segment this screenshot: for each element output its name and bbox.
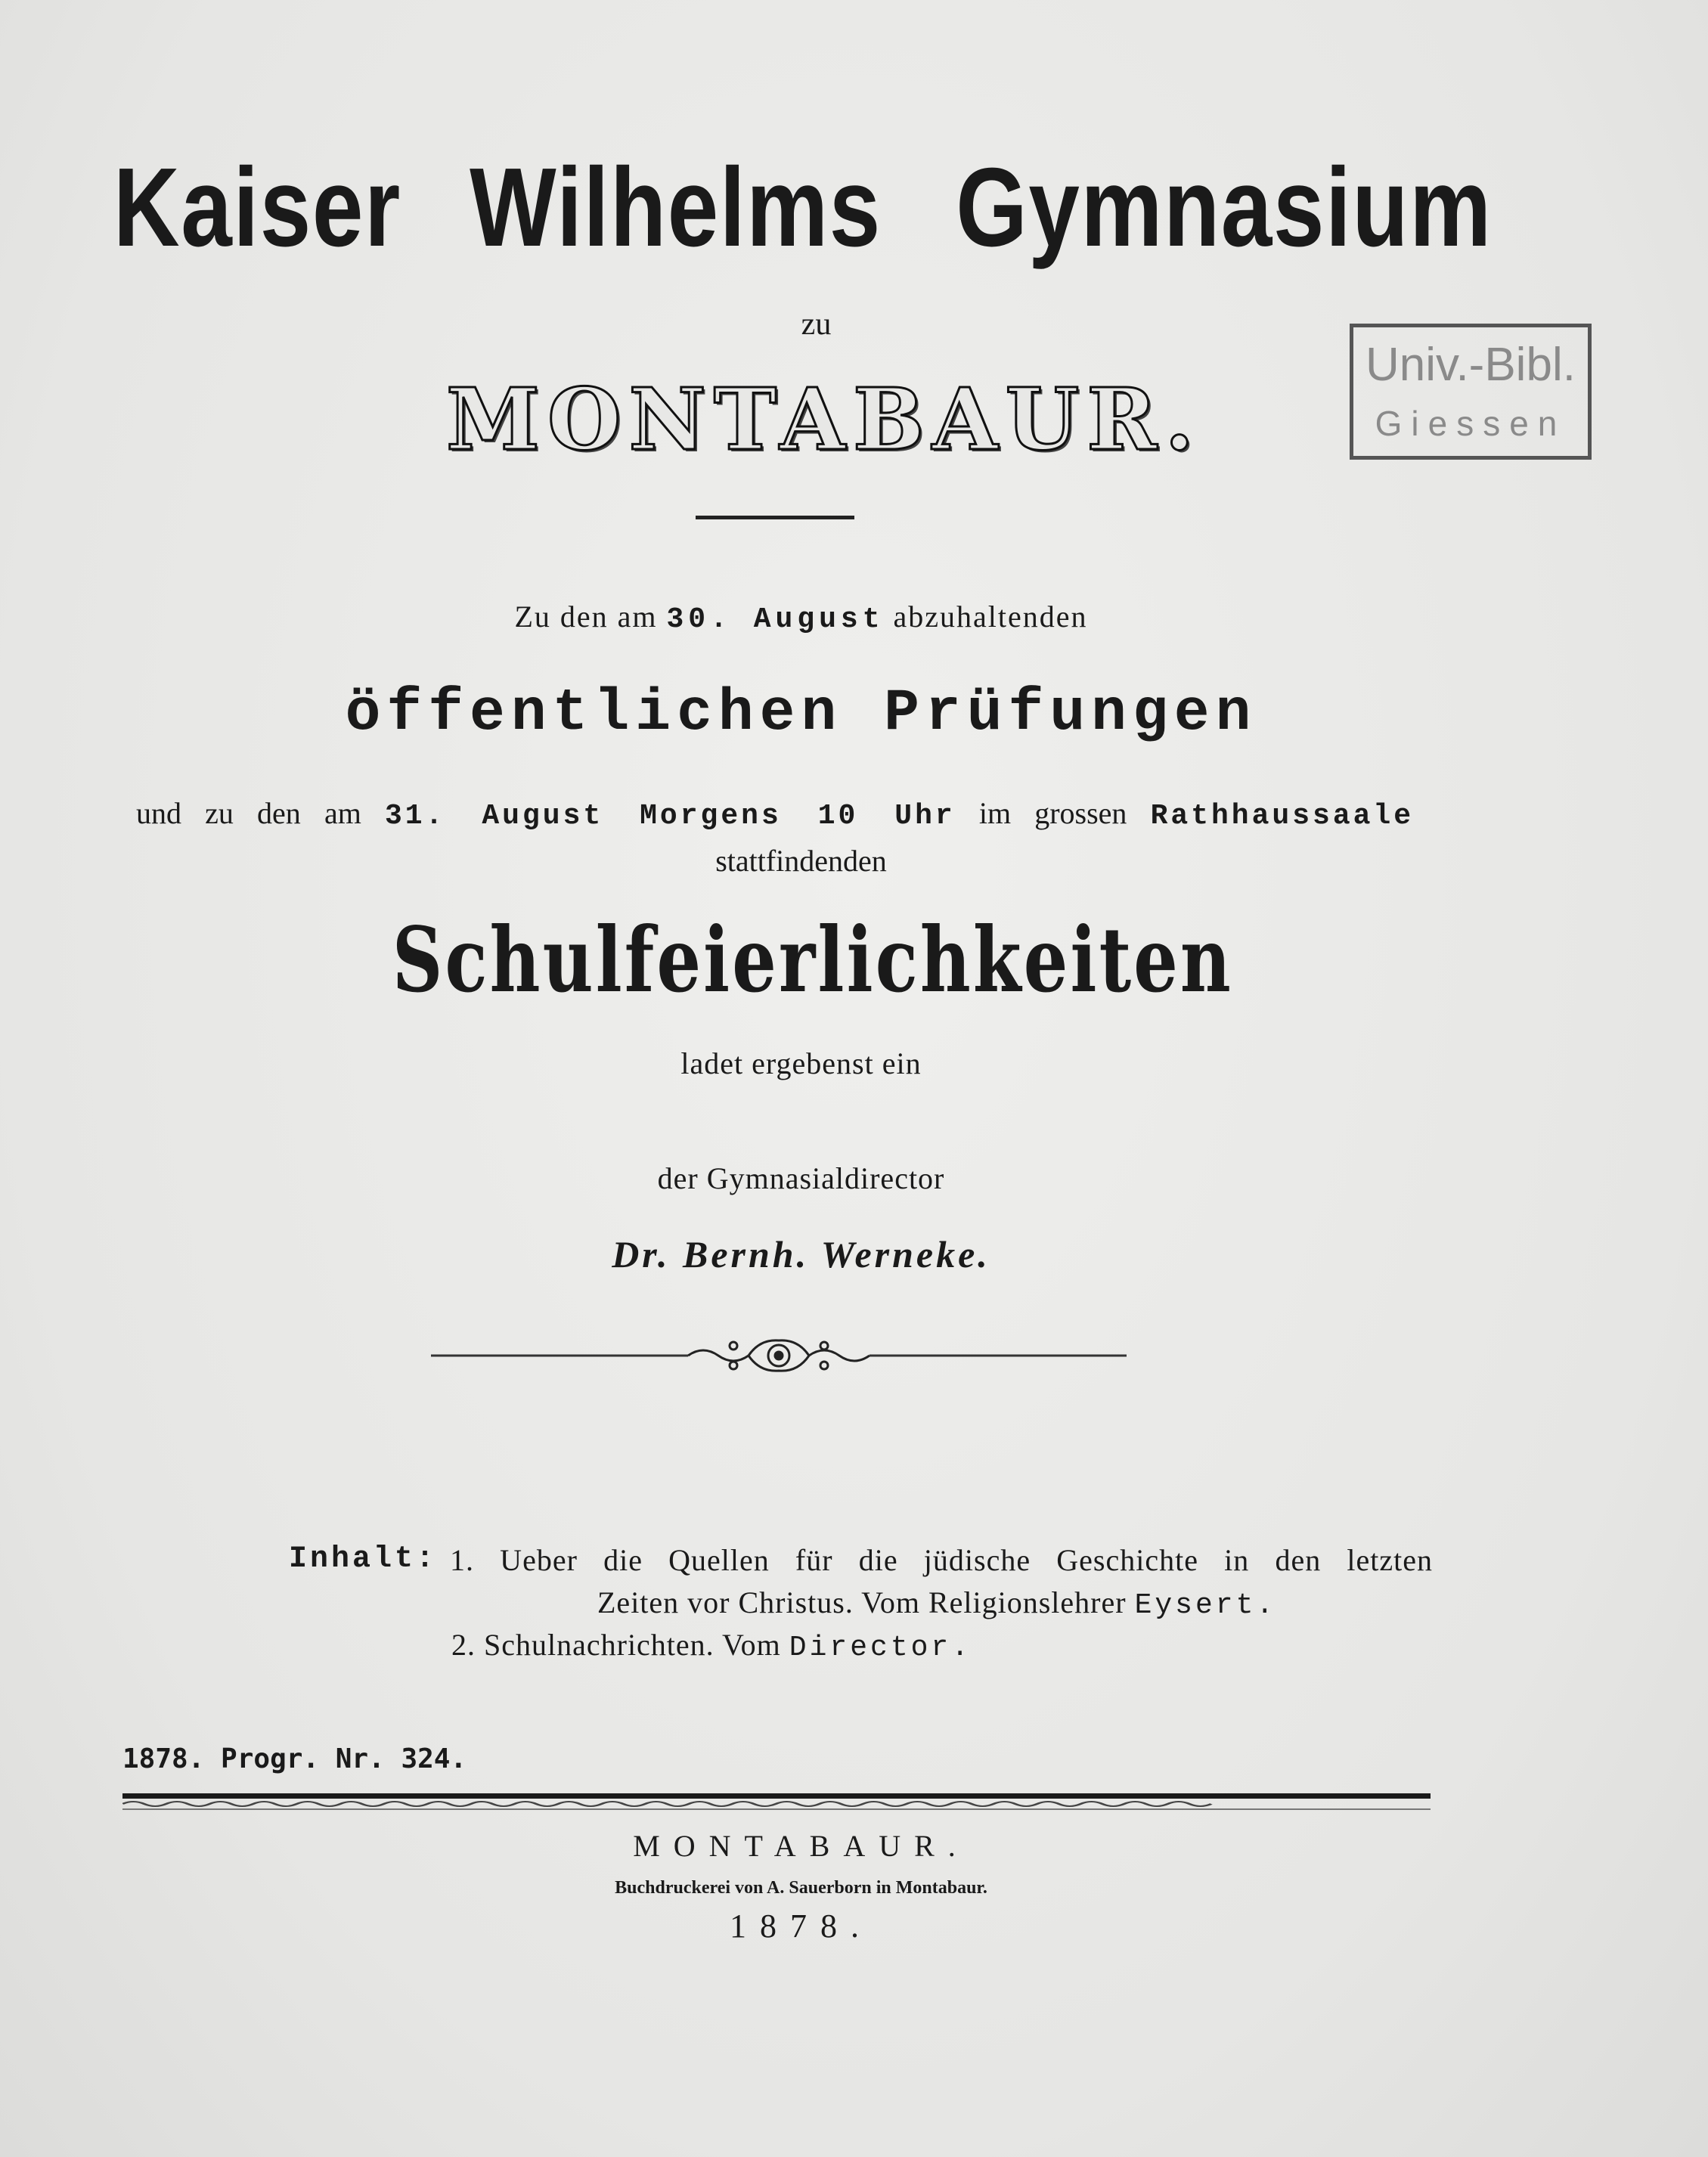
- invitation-line-2: [136, 795, 1414, 832]
- short-divider: [696, 516, 854, 519]
- line1-post: abzuhaltenden: [893, 600, 1088, 634]
- invitation-line-3: stattfindenden: [715, 844, 887, 878]
- line1-pre: Zu den am: [514, 600, 658, 634]
- exams-heading: öffentlichen Prüfungen: [345, 680, 1257, 747]
- festivities-heading: Schulfeierlichkeiten: [392, 907, 1233, 1012]
- imprint-year: 1878.: [730, 1908, 873, 1945]
- program-number: 1878. Progr. Nr. 324.: [122, 1743, 467, 1774]
- ceremony-date: 31. August Morgens 10 Uhr: [384, 800, 956, 832]
- exam-date: 30. August: [666, 603, 885, 636]
- imprint-city: MONTABAUR.: [633, 1829, 969, 1863]
- invitation-line-1: [0, 599, 1708, 636]
- library-stamp: [1350, 324, 1592, 460]
- line2-mid: im grossen: [978, 796, 1127, 830]
- stamp-line-1: Univ.-Bibl.: [1365, 339, 1576, 391]
- stamp-line-2: Giessen: [1375, 404, 1567, 443]
- contents-item-1-cont: [597, 1585, 1276, 1622]
- school-title: [113, 144, 1493, 272]
- imprint-printer: Buchdruckerei von A. Sauerborn in Montabaur.: [615, 1878, 987, 1898]
- item2-pre: 2. Schulnachrichten. Vom: [451, 1628, 781, 1662]
- title-word-3: Gymnasium: [956, 145, 1493, 270]
- ornamental-rule: [122, 1793, 1431, 1811]
- title-word-1: Kaiser: [113, 145, 401, 270]
- line2-pre: und zu den am: [136, 796, 361, 830]
- city-heading: MONTABAUR.: [446, 370, 1202, 470]
- ornamental-divider: [431, 1337, 1127, 1374]
- invitation-line-4: ladet ergebenst ein: [680, 1046, 922, 1080]
- director-name: Dr. Bernh. Werneke.: [612, 1233, 990, 1275]
- title-word-2: Wilhelms: [470, 145, 882, 270]
- contents-item-2: [451, 1627, 972, 1664]
- director-title: der Gymnasialdirector: [657, 1161, 945, 1195]
- teacher-name: Eysert.: [1134, 1589, 1277, 1622]
- contents-item-1: 1. Ueber die Quellen für die jüdische Geschichte in den letzten: [450, 1543, 1433, 1577]
- contents-label: Inhalt:: [289, 1542, 438, 1576]
- ceremony-place: Rathhaussaale: [1150, 800, 1415, 832]
- item1-line2-pre: Zeiten vor Christus. Vom Religionslehrer: [597, 1585, 1127, 1619]
- zu-word: zu: [801, 307, 832, 342]
- item2-author: Director.: [789, 1632, 972, 1664]
